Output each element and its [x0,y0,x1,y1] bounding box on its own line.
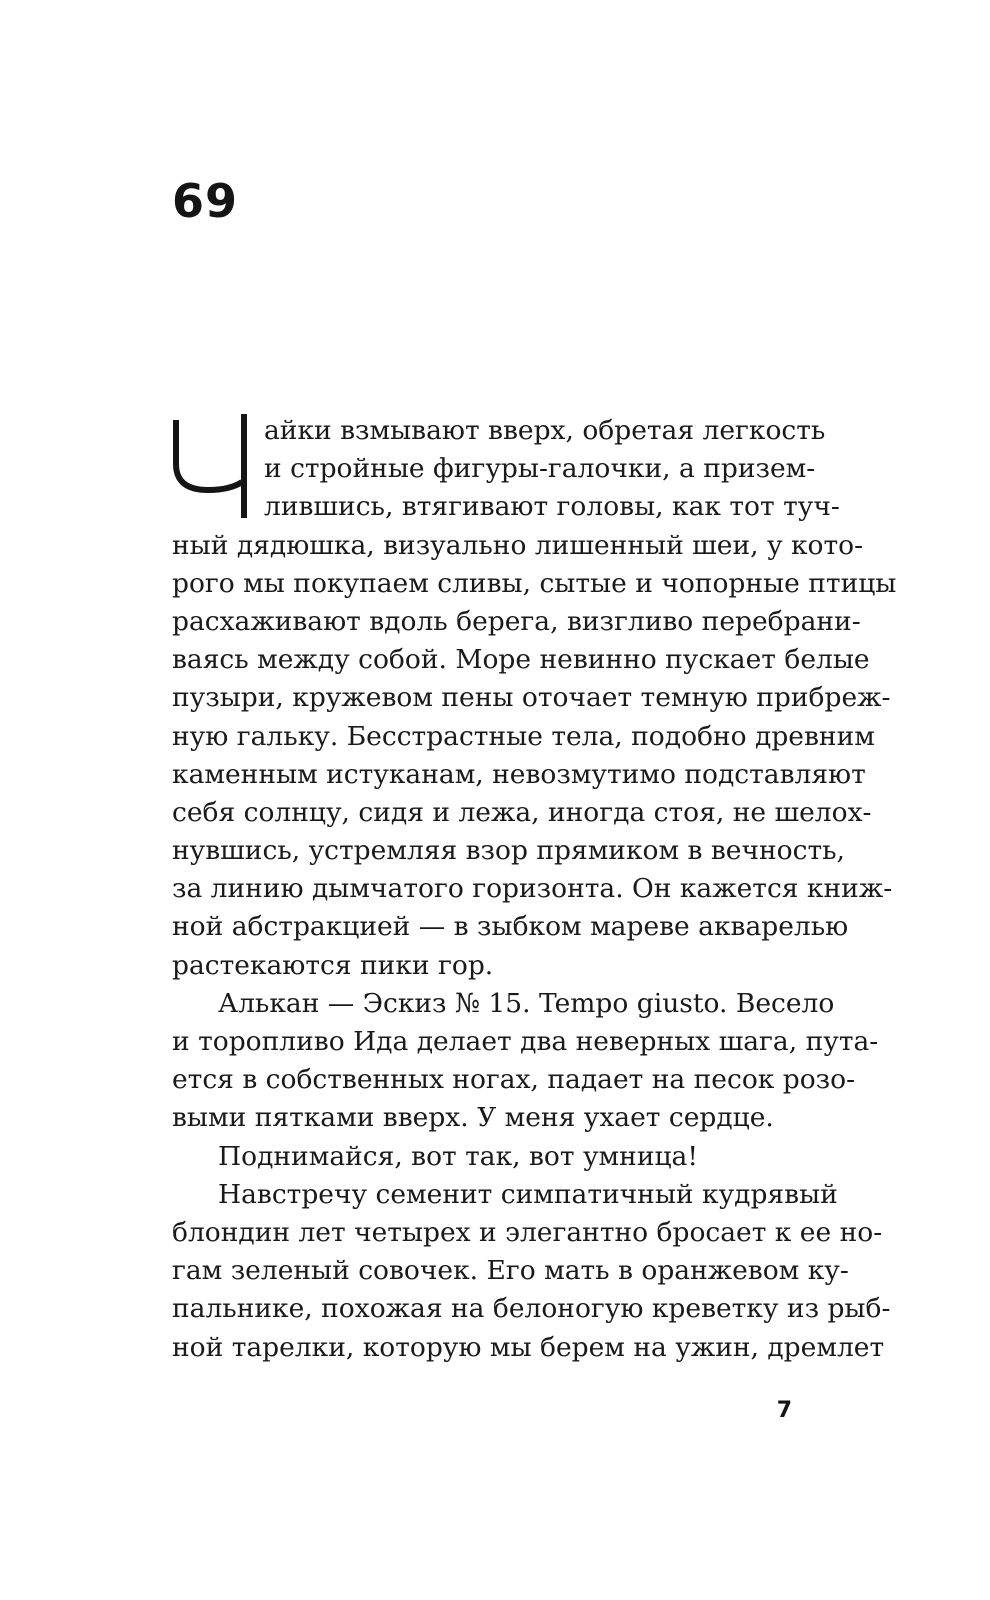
text-line: нувшись, устремляя взор прямиком в вечность, [172,835,845,867]
text-line: Навстречу семенит симпатичный кудрявый [218,1178,838,1210]
text-line: ваясь между собой. Море невинно пускает белые [172,644,870,676]
text-line: ный дядюшка, визуально лишенный шеи, у кото- [172,529,864,561]
text-line: за линию дымчатого горизонта. Он кажется книж- [172,873,893,905]
text-line: себя солнцу, сидя и лежа, иногда стоя, не шелох- [172,796,872,828]
text-line: ной тарелки, которую мы берем на ужин, дремлет [172,1331,885,1363]
text-line: и торопливо Ида делает два неверных шага, пута- [172,1026,879,1057]
text-line: гам зеленый совочек. Его мать в оранжевом ку- [172,1255,849,1287]
text-line: блондин лет четырех и элегантно бросает к ее но- [172,1216,883,1248]
text-line: выми пятками вверх. У меня ухает сердце. [172,1102,774,1134]
text-line: пузыри, кружевом пены оточает темную прибреж- [172,682,891,714]
drop-cap [172,412,250,522]
text-line: растекаются пики гор. [172,949,494,981]
text-line: лившись, втягивают головы, как тот туч- [264,491,840,523]
text-line: рого мы покупаем сливы, сытые и чопорные птицы [172,567,897,599]
text-line: ется в собственных ногах, падает на песок розо- [172,1064,856,1096]
text-line: ной абстракцией — в зыбком мареве акварелью [172,911,849,943]
text-line: Алькан — Эскиз № 15. Tempo giusto. Весело [218,987,835,1019]
chapter-number: 69 [172,174,239,228]
body-text [172,412,897,1367]
text-line: каменным истуканам, невозмутимо подставляют [172,758,866,790]
text-line: расхаживают вдоль берега, визгливо перебрани- [172,605,861,637]
text-line: Поднимайся, вот так, вот умница! [218,1140,698,1172]
text-line: ную гальку. Бесстрастные тела, подобно древним [172,720,875,752]
text-line: пальнике, похожая на белоногую креветку из рыб- [172,1293,891,1325]
page-number: 7 [776,1398,792,1423]
text-line: и стройные фигуры-галочки, а призем- [264,453,816,485]
text-line: айки взмывают вверх, обретая легкость [264,415,826,446]
